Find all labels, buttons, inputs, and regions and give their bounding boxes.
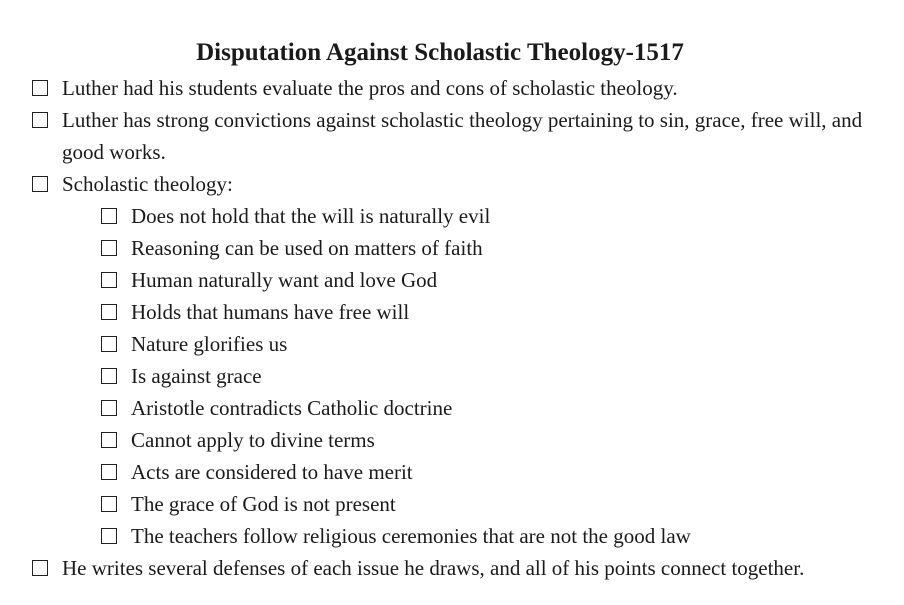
sub-list-item-text: Holds that humans have free will <box>131 300 410 324</box>
list-item-text: He writes several defenses of each issue he draws, and all of his points connect together. <box>62 556 805 580</box>
sub-list-item-text: Nature glorifies us <box>131 332 288 356</box>
list-item-text: Luther had his students evaluate the pros and cons of scholastic theology. <box>62 76 678 100</box>
list-item-text: Luther has strong convictions against scholastic theology pertaining to sin, grace, free will, and good works. <box>62 108 863 164</box>
sub-list-item-text: Is against grace <box>131 364 262 388</box>
checkbox[interactable] <box>101 304 117 320</box>
sub-list-item <box>0 520 904 552</box>
sub-list-item <box>0 392 904 424</box>
list-item-text: Scholastic theology: <box>62 172 233 196</box>
checkbox[interactable] <box>101 400 117 416</box>
sub-list-item <box>0 488 904 520</box>
checkbox[interactable] <box>32 560 48 576</box>
checkbox[interactable] <box>101 336 117 352</box>
checklist <box>0 72 904 584</box>
checkbox[interactable] <box>101 432 117 448</box>
list-item <box>0 72 904 104</box>
checkbox[interactable] <box>101 240 117 256</box>
sub-list-item <box>0 200 904 232</box>
checkbox[interactable] <box>101 464 117 480</box>
checkbox[interactable] <box>101 208 117 224</box>
checkbox[interactable] <box>101 496 117 512</box>
list-item <box>0 552 904 584</box>
sub-list-item-text: Acts are considered to have merit <box>131 460 413 484</box>
sub-list-item <box>0 264 904 296</box>
checkbox[interactable] <box>32 176 48 192</box>
sub-list-item-text: The grace of God is not present <box>131 492 396 516</box>
sub-list-item-text: Human naturally want and love God <box>131 268 438 292</box>
sub-list-item-text: Reasoning can be used on matters of faith <box>131 236 483 260</box>
checkbox[interactable] <box>101 528 117 544</box>
sub-list-item <box>0 360 904 392</box>
checkbox[interactable] <box>101 368 117 384</box>
list-item <box>0 104 904 168</box>
checkbox[interactable] <box>32 80 48 96</box>
sub-list-item <box>0 456 904 488</box>
sub-list-item-text: Aristotle contradicts Catholic doctrine <box>131 396 453 420</box>
sub-list-item-text: Cannot apply to divine terms <box>131 428 375 452</box>
sub-list-item-text: Does not hold that the will is naturally evil <box>131 204 491 228</box>
checkbox[interactable] <box>32 112 48 128</box>
sub-list-item <box>0 296 904 328</box>
sub-list-item <box>0 232 904 264</box>
page-title: Disputation Against Scholastic Theology-1517 <box>196 39 684 66</box>
checkbox[interactable] <box>101 272 117 288</box>
sub-list-item-text: The teachers follow religious ceremonies that are not the good law <box>131 524 691 548</box>
list-item <box>0 168 904 200</box>
sub-list-item <box>0 424 904 456</box>
sub-list-item <box>0 328 904 360</box>
